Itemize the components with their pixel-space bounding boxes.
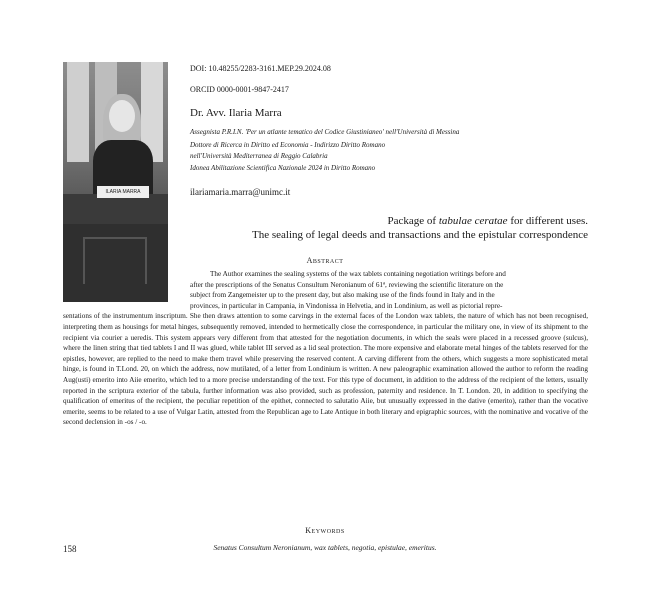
paper-title-line-1: Package of tabulae ceratae for different uses. [387,215,588,227]
abstract-line: after the prescriptions of the Senatus Consultum Neronianum of 61ª, reviewing the scientific literature on the [190,280,504,289]
keywords-heading: Keywords [305,526,345,535]
orcid: ORCID 0000-0001-9847-2417 [190,85,289,94]
page-number: 158 [63,544,77,554]
abstract-line: subject from Zangemeister up to the present day, but also making use of the finds found in Italy and in the [190,291,495,300]
abstract-line: The Author examines the sealing systems of the wax tablets containing negotiation writings before and [210,270,506,278]
abstract-heading: Abstract [306,256,344,265]
abstract-text [63,269,588,428]
affiliation: Assegnista P.R.I.N. 'Per un atlante tematico del Codice Giustinianeo' nell'Università di Messina [190,128,460,136]
abstract-line: provinces, in particular in Campania, in Vindonissa in Helvetia, and in Londinium, as well as pictorial repre- [190,301,503,310]
affiliation: Idonea Abilitazione Scientifica Nazionale 2024 in Diritto Romano [190,164,376,172]
affiliation: Dottore di Ricerca in Diritto ed Economia - Indirizzo Diritto Romano [190,141,386,149]
affiliation: nell'Università Mediterranea di Reggio Calabria [190,152,328,160]
author-email: ilariamaria.marra@unimc.it [190,187,291,197]
doi: DOI: 10.48255/2283-3161.MEP.29.2024.08 [190,64,331,73]
author-name: Dr. Avv. Ilaria Marra [190,107,282,119]
keywords: Senatus Consultum Neronianum, wax tablets, negotia, epistulae, emeritus. [213,543,437,552]
paper-title-line-2: The sealing of legal deeds and transactions and the epistular correspondence [252,229,588,241]
author-photo [63,62,168,302]
abstract-body: sentations of the instrumentum inscriptum. She then draws attention to some carvings in the external faces of the London wax tablets, the nature of which has not been recognised, interpreting them as housings for metal hinges, subsequently removed, intended to hermetically close the correspondence, in particular the military one, in view of its shipment to the recipient via courier a ueredis. This system appears very different from that attested for the negotiation documents, in which the seals were placed in a recessed groove (sulcus), where the linen string that tied tablets I and II was glued, while tablet III served as a lid seal protection. The more expensive and elaborate metal hinges of the tablets reserved for the epistles, however, are replied to the need to make them travel while preserving the reserved content. A carving different from the others, which suggests a more sophisticated metal hinge, is found in T.Lond. 20, on which the address, now mutilated, of a letter from Londinium is written. A new paleographic examination allowed the author to reform the reading Aug(usti) emerito into Aiie emerito, which led to a more precise understanding of the text. For this type of document, in addition to the address of the recipient of the letters, usually reported in the scriptura exterior of the tabula, further information was also provided, such as profession, paternity and residence. In T. London. 20, in addition to specifying the qualification of emeritus of the recipient, the peculiar repetition of the epithet, connected to salutatio Aiie, but unusually expressed in the dative (emerito), rather than the vocative emerite, seems to be related to a use of Vulgar Latin, attested from the Republican age to Late Antique in both literary and epigraphic sources, with the nominative and vocative of the second declension in -os / -o. [63,312,588,427]
nameplate: ILARIA MARRA [97,186,149,198]
